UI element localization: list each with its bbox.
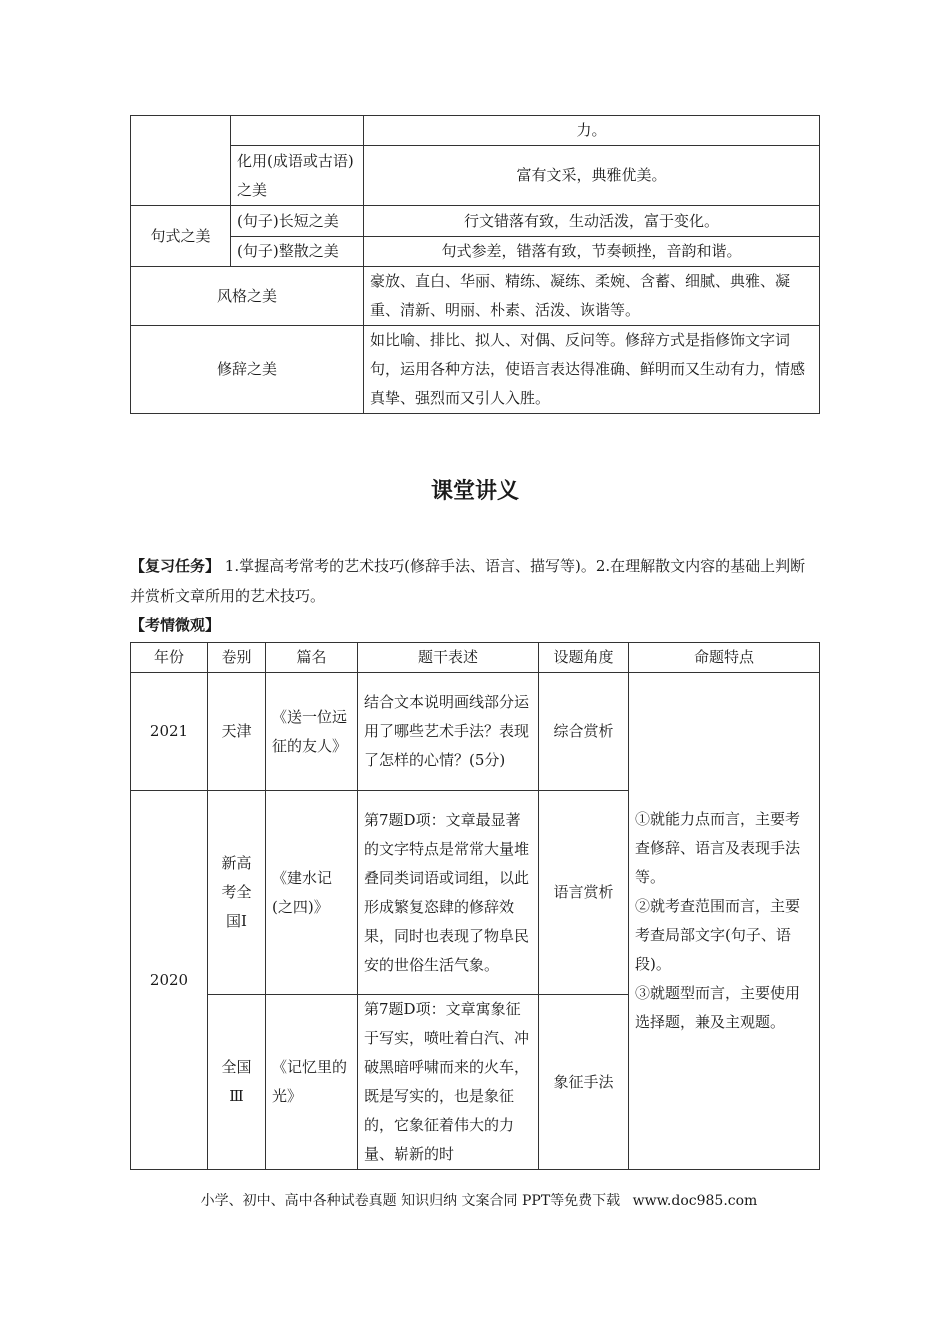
feature-item: ③就题型而言，主要使用选择题，兼及主观题。	[635, 984, 801, 1031]
style-table	[130, 115, 820, 414]
title-cell: 《建水记(之四)》	[266, 791, 358, 995]
feature-item: ①就能力点而言，主要考查修辞、语言及表现手法等。	[635, 810, 801, 886]
question-cell: 第7题D项：文章最显著的文字特点是常常大量堆叠同类词语或词组，以此形成繁复恣肆的修辞效果，同时也表现了物阜民安的世俗生活气象。	[358, 791, 539, 995]
subcategory-cell	[231, 116, 364, 146]
exam-table	[130, 642, 820, 1170]
review-task	[130, 551, 820, 611]
review-tag: 【复习任务】	[130, 557, 221, 575]
table-row	[131, 116, 820, 146]
column-header: 题干表述	[358, 643, 539, 673]
description-cell: 豪放、直白、华丽、精练、凝练、柔婉、含蓄、细腻、典雅、凝重、清新、明丽、朴素、活泼、诙谐等。	[364, 267, 820, 326]
column-header: 命题特点	[629, 643, 820, 673]
category-cell	[131, 116, 231, 206]
question-cell: 第7题D项：文章寓象征于写实，喷吐着白汽、冲破黑暗呼啸而来的火车，既是写实的，也是象征的，它象征着伟大的力量、崭新的时	[358, 995, 539, 1170]
subcategory-cell: 化用(成语或古语)之美	[231, 146, 364, 206]
column-header: 卷别	[208, 643, 266, 673]
subcategory-cell: (句子)整散之美	[231, 237, 364, 267]
table-row	[131, 146, 820, 206]
description-cell: 如比喻、排比、拟人、对偶、反问等。修辞方式是指修饰文字词句，运用各种方法，使语言表达得准确、鲜明而又生动有力，情感真挚、强烈而又引人入胜。	[364, 326, 820, 414]
angle-cell: 象征手法	[539, 995, 629, 1170]
angle-cell: 语言赏析	[539, 791, 629, 995]
category-cell: 风格之美	[131, 267, 364, 326]
angle-cell: 综合赏析	[539, 673, 629, 791]
title-cell: 《送一位远征的友人》	[266, 673, 358, 791]
column-header: 年份	[131, 643, 208, 673]
table-row	[131, 673, 820, 791]
subcategory-cell: (句子)长短之美	[231, 206, 364, 237]
section-title: 课堂讲义	[430, 479, 519, 504]
column-header: 设题角度	[539, 643, 629, 673]
review-text: 1.掌握高考常考的艺术技巧(修辞手法、语言、描写等)。2.在理解散文内容的基础上判断并赏析文章所用的艺术技巧。	[130, 557, 806, 605]
category-cell: 句式之美	[131, 206, 231, 267]
year-cell: 2021	[131, 673, 208, 791]
paper-cell: 天津	[208, 673, 266, 791]
footer-text: 小学、初中、高中各种试卷真题 知识归纳 文案合同 PPT等免费下载	[200, 1193, 621, 1209]
description-cell: 富有文采，典雅优美。	[364, 146, 820, 206]
feature-item: ②就考查范围而言，主要考查局部文字(句子、语段)。	[635, 897, 801, 973]
title-cell: 《记忆里的光》	[266, 995, 358, 1170]
category-cell: 修辞之美	[131, 326, 364, 414]
exam-overview-label	[130, 610, 820, 640]
description-cell: 行文错落有致，生动活泼，富于变化。	[364, 206, 820, 237]
table-row	[131, 267, 820, 326]
year-cell: 2020	[131, 791, 208, 1170]
table-header-row	[131, 643, 820, 673]
paper-cell: 全国Ⅲ	[208, 995, 266, 1170]
question-cell: 结合文本说明画线部分运用了哪些艺术手法？表现了怎样的心情？(5分)	[358, 673, 539, 791]
table-row	[131, 326, 820, 414]
footer-link[interactable]: www.doc985.com	[632, 1193, 758, 1209]
features-cell	[629, 673, 820, 1170]
table-row	[131, 206, 820, 237]
exam-tag: 【考情微观】	[130, 616, 221, 634]
paper-cell: 新高考全国Ⅰ	[208, 791, 266, 995]
description-cell: 力。	[364, 116, 820, 146]
footer	[0, 1190, 950, 1210]
column-header: 篇名	[266, 643, 358, 673]
table-row	[131, 237, 820, 267]
description-cell: 句式参差，错落有致，节奏顿挫，音韵和谐。	[364, 237, 820, 267]
